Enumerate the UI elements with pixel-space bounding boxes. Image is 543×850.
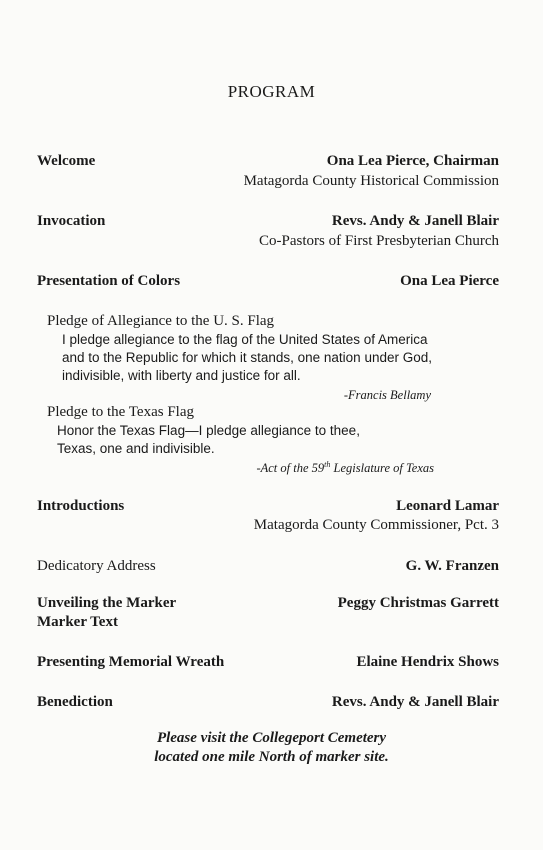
welcome-affiliation: Matagorda County Historical Commission — [243, 173, 499, 189]
invocation-speaker: Revs. Andy & Janell Blair — [331, 213, 499, 229]
texas-pledge-attribution — [256, 459, 434, 477]
dedicatory-label: Dedicatory Address — [37, 558, 156, 574]
introductions-label: Introductions — [37, 498, 125, 514]
us-pledge-heading: Pledge of Allegiance to the U. S. Flag — [47, 313, 275, 329]
introductions-speaker: Leonard Lamar — [396, 498, 499, 514]
texas-pledge-line: Texas, one and indivisible. — [57, 441, 215, 456]
unveiling-speaker: Peggy Christmas Garrett — [337, 595, 499, 611]
us-pledge-line: indivisible, with liberty and justice for all. — [62, 368, 301, 383]
footer-line-2: located one mile North of marker site. — [154, 749, 389, 765]
us-pledge-line: and to the Republic for which it stands, one nation under God, — [62, 350, 432, 365]
texas-pledge-heading: Pledge to the Texas Flag — [47, 404, 194, 420]
texas-pledge-line: Honor the Texas Flag—I pledge allegiance to thee, — [57, 423, 360, 438]
invocation-affiliation: Co-Pastors of First Presbyterian Church — [259, 233, 499, 249]
welcome-label: Welcome — [37, 153, 96, 169]
us-pledge-line: I pledge allegiance to the flag of the United States of America — [62, 332, 428, 347]
attribution-post: Legislature of Texas — [330, 461, 434, 475]
us-pledge-attribution: -Francis Bellamy — [343, 388, 431, 402]
dedicatory-speaker: G. W. Franzen — [405, 558, 499, 574]
unveiling-label: Unveiling the Marker — [37, 595, 177, 611]
benediction-label: Benediction — [37, 694, 113, 710]
colors-speaker: Ona Lea Pierce — [400, 273, 499, 289]
wreath-label: Presenting Memorial Wreath — [37, 654, 225, 670]
introductions-affiliation: Matagorda County Commissioner, Pct. 3 — [253, 517, 499, 533]
footer-line-1: Please visit the Collegeport Cemetery — [156, 730, 387, 746]
wreath-speaker: Elaine Hendrix Shows — [356, 654, 499, 670]
benediction-speaker: Revs. Andy & Janell Blair — [331, 694, 499, 710]
invocation-label: Invocation — [37, 213, 106, 229]
attribution-sup: th — [324, 459, 331, 469]
page-title: PROGRAM — [227, 82, 316, 101]
welcome-speaker: Ona Lea Pierce, Chairman — [326, 153, 499, 169]
colors-label: Presentation of Colors — [37, 273, 181, 289]
attribution-pre: -Act of the 59 — [256, 461, 325, 475]
marker-text-label: Marker Text — [37, 614, 118, 630]
